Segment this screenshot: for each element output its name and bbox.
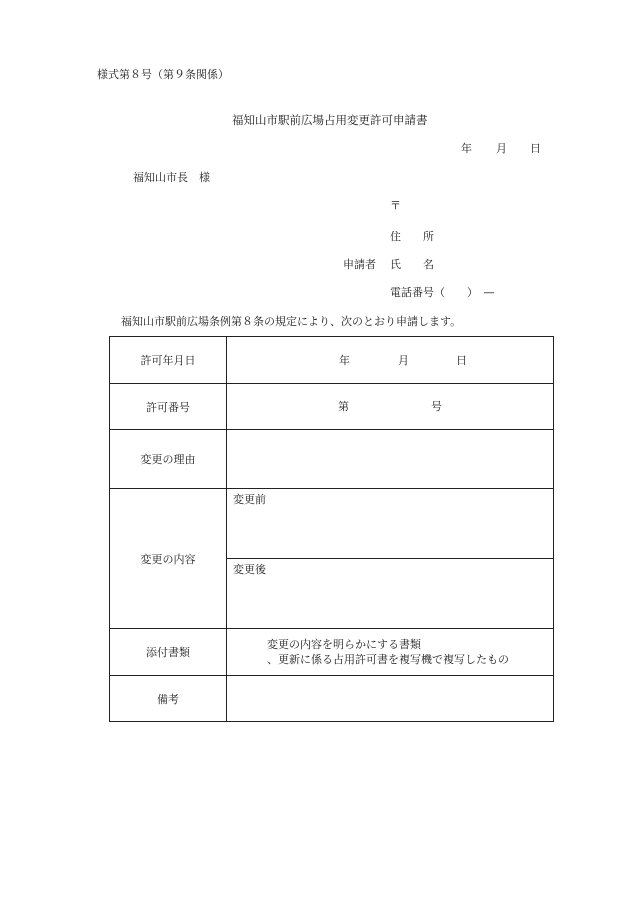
permit-day-label: 日 xyxy=(456,354,467,367)
content-label: 変更の内容 xyxy=(110,489,227,629)
content-cell xyxy=(227,489,554,629)
reason-row xyxy=(110,430,554,489)
reason-field[interactable] xyxy=(227,430,554,489)
permit-month-label: 月 xyxy=(398,354,409,367)
applicant-role-label: 申請者 xyxy=(343,258,376,271)
address-label: 住 所 xyxy=(390,230,434,243)
permit-year-label: 年 xyxy=(339,354,350,367)
permit-date-field[interactable] xyxy=(227,337,554,384)
permit-date-row xyxy=(110,337,554,384)
content-after-field[interactable] xyxy=(227,559,553,628)
phone-label: 電話番号（ ） — xyxy=(390,286,495,299)
attachment-item: 、更新に係る占用許可書を複写機で複写したもの xyxy=(267,653,509,666)
postal-mark: 〒 xyxy=(390,199,401,212)
name-label: 氏 名 xyxy=(390,258,434,271)
attachments-row xyxy=(110,629,554,676)
permit-number-prefix: 第 xyxy=(338,400,349,413)
intro-text: 福知山市駅前広場条例第８条の規定により、次のとおり申請します。 xyxy=(121,315,462,328)
form-number: 様式第８号（第９条関係） xyxy=(97,68,229,81)
content-before-field[interactable] xyxy=(227,489,553,559)
date-day-label: 日 xyxy=(530,142,541,155)
content-before-label: 変更前 xyxy=(233,493,266,506)
content-after-label: 変更後 xyxy=(233,563,266,576)
permit-number-suffix: 号 xyxy=(431,400,442,413)
attachment-item: 変更の内容を明らかにする書類 xyxy=(267,638,421,651)
attachments-label: 添付書類 xyxy=(110,629,227,676)
date-month-label: 月 xyxy=(496,142,507,155)
date-year-label: 年 xyxy=(461,142,472,155)
permit-number-row xyxy=(110,384,554,430)
application-table xyxy=(109,336,554,722)
remarks-label: 備考 xyxy=(110,676,227,722)
attachments-field xyxy=(227,629,554,676)
remarks-row xyxy=(110,676,554,722)
permit-date-label: 許可年月日 xyxy=(110,337,227,384)
reason-label: 変更の理由 xyxy=(110,430,227,489)
content-row xyxy=(110,489,554,629)
permit-number-field[interactable] xyxy=(227,384,554,430)
permit-number-label: 許可番号 xyxy=(110,384,227,430)
document-title: 福知山市駅前広場占用変更許可申請書 xyxy=(232,113,428,127)
remarks-field[interactable] xyxy=(227,676,554,722)
addressee: 福知山市長 様 xyxy=(133,171,210,184)
